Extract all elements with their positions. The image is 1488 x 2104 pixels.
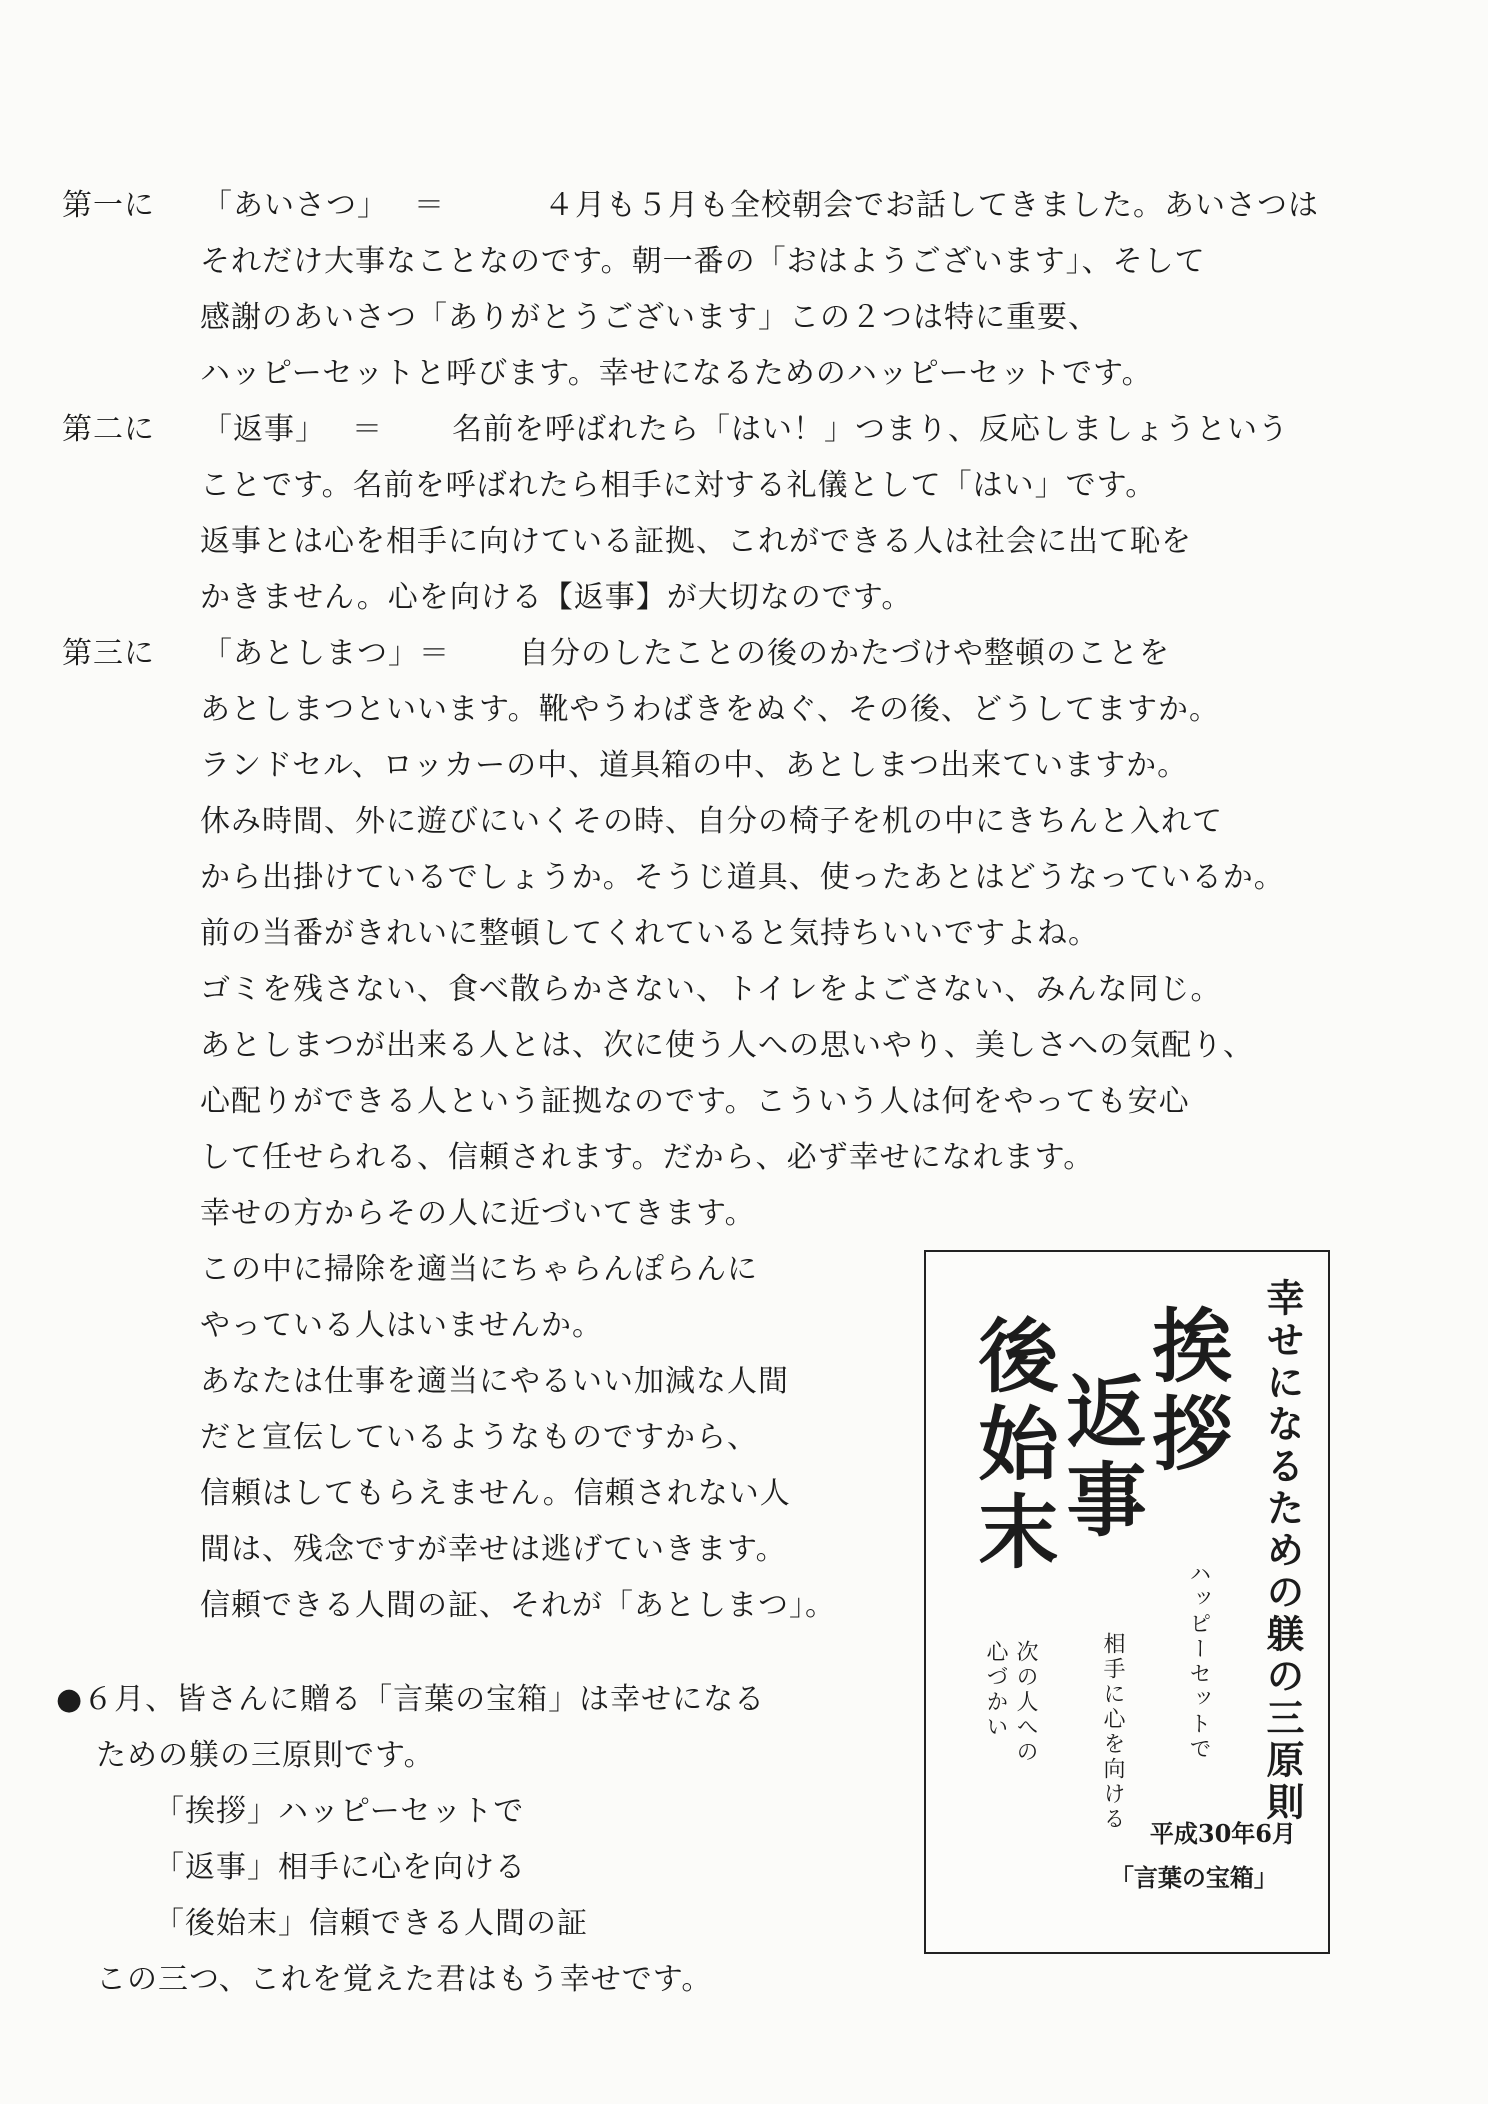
p3-line-5: から出掛けているでしょうか。そうじ道具、使ったあとはどうなっているか。 <box>200 860 1285 895</box>
p2-keyword: 「返事」 <box>202 412 326 447</box>
p3-line-17: 間は、残念ですが幸せは逃げていきます。 <box>200 1532 787 1567</box>
p3-line-9: 心配りができる人という証拠なのです。こういう人は何をやっても安心 <box>200 1084 1190 1119</box>
p4-line-4: 「返事」相手に心を向ける <box>154 1850 526 1885</box>
p1-line-2: それだけ大事なことなのです。朝一番の「おはようございます」、そして <box>200 244 1206 279</box>
p3-line-1 <box>62 626 1402 682</box>
card-word-atoshimatsu: 後始末 <box>965 1314 1059 1578</box>
p2-heading: 第二に <box>62 412 155 447</box>
p3-line-8: あとしまつが出来る人とは、次に使う人への思いやり、美しさへの気配り、 <box>200 1028 1254 1063</box>
card-sub-3b: 心づかい <box>983 1640 1008 1740</box>
p2-line-4: かきません。心を向ける【返事】が大切なのです。 <box>200 580 913 615</box>
p4-line-5: 「後始末」信頼できる人間の証 <box>154 1906 588 1941</box>
card-title: 幸せになるための躾の三原則 <box>1260 1278 1305 1824</box>
p3-line-16: 信頼はしてもらえません。信頼されない人 <box>200 1476 791 1511</box>
card-date: 平成30年6月 <box>1149 1819 1296 1848</box>
p3-line-2: あとしまつといいます。靴やうわばきをぬぐ、その後、どうしてますか。 <box>200 692 1220 727</box>
p3-line-3: ランドセル、ロッカーの中、道具箱の中、あとしまつ出来ていますか。 <box>200 748 1189 783</box>
card-word-aisatsu: 挨拶 <box>1139 1304 1233 1480</box>
card-sub-3a: 次の人への <box>1013 1640 1038 1765</box>
p4-line-2: ための躾の三原則です。 <box>96 1738 435 1773</box>
p1-line-3: 感謝のあいさつ「ありがとうございます」この２つは特に重要、 <box>200 300 1099 335</box>
p2-text: 名前を呼ばれたら「はい！」つまり、反応しましょうという <box>452 412 1289 447</box>
p3-line-14: あなたは仕事を適当にやるいい加減な人間 <box>200 1364 789 1399</box>
p3-line-4: 休み時間、外に遊びにいくその時、自分の椅子を机の中にきちんと入れて <box>200 804 1223 839</box>
p3-line-10: して任せられる、信頼されます。だから、必ず幸せになれます。 <box>200 1140 1095 1175</box>
p2-equals: ＝ <box>352 412 383 447</box>
p3-line-11: 幸せの方からその人に近づいてきます。 <box>200 1196 756 1231</box>
p2-line-3: 返事とは心を相手に向けている証拠、これができる人は社会に出て恥を <box>200 524 1192 559</box>
p3-line-7: ゴミを残さない、食べ散らかさない、トイレをよごさない、みんな同じ。 <box>200 972 1222 1007</box>
p1-equals: ＝ <box>414 188 445 223</box>
p4-line-3: 「挨拶」ハッピーセットで <box>154 1794 525 1829</box>
p3-line-6: 前の当番がきれいに整頓してくれていると気持ちいいですよね。 <box>200 916 1099 951</box>
card-sub-kokoro: 相手に心を向ける <box>1100 1632 1125 1832</box>
card-label: 「言葉の宝箱」 <box>1109 1863 1278 1892</box>
p3-line-18: 信頼できる人間の証、それが「あとしまつ」。 <box>200 1588 836 1623</box>
card-word-henji: 返事 <box>1053 1370 1147 1546</box>
p3-line-15: だと宣伝しているようなものですから、 <box>200 1420 758 1455</box>
p4-line-1: ●６月、皆さんに贈る「言葉の宝箱」は幸せになる <box>56 1682 766 1717</box>
calligraphy-card <box>924 1250 1330 1954</box>
p3-line-12: この中に掃除を適当にちゃらんぽらんに <box>200 1252 758 1287</box>
p1-heading: 第一に <box>62 188 155 223</box>
p1-text: ４月も５月も全校朝会でお話してきました。あいさつは <box>544 188 1319 223</box>
p2-line-1 <box>62 402 1402 458</box>
p3-text: 自分のしたことの後のかたづけや整頓のことを <box>519 636 1170 671</box>
p1-keyword: 「あいさつ」 <box>202 188 388 223</box>
p3-keyword: 「あとしまつ」 <box>202 636 419 671</box>
card-sub-kokorozukai <box>980 1640 1040 1765</box>
p3-line-13: やっている人はいませんか。 <box>200 1308 603 1343</box>
p1-line-4: ハッピーセットと呼びます。幸せになるためのハッピーセットです。 <box>200 356 1153 391</box>
p2-line-2: ことです。名前を呼ばれたら相手に対する礼儀として「はい」です。 <box>200 468 1157 503</box>
card-footer <box>1110 1812 1296 1900</box>
p3-heading: 第三に <box>62 636 155 671</box>
card-sub-happy-set: ハッピーセットで <box>1186 1562 1211 1762</box>
p1-line-1 <box>62 178 1402 234</box>
p4-line-6: この三つ、これを覚えた君はもう幸せです。 <box>96 1962 713 1997</box>
p3-equals: ＝ <box>419 636 450 671</box>
